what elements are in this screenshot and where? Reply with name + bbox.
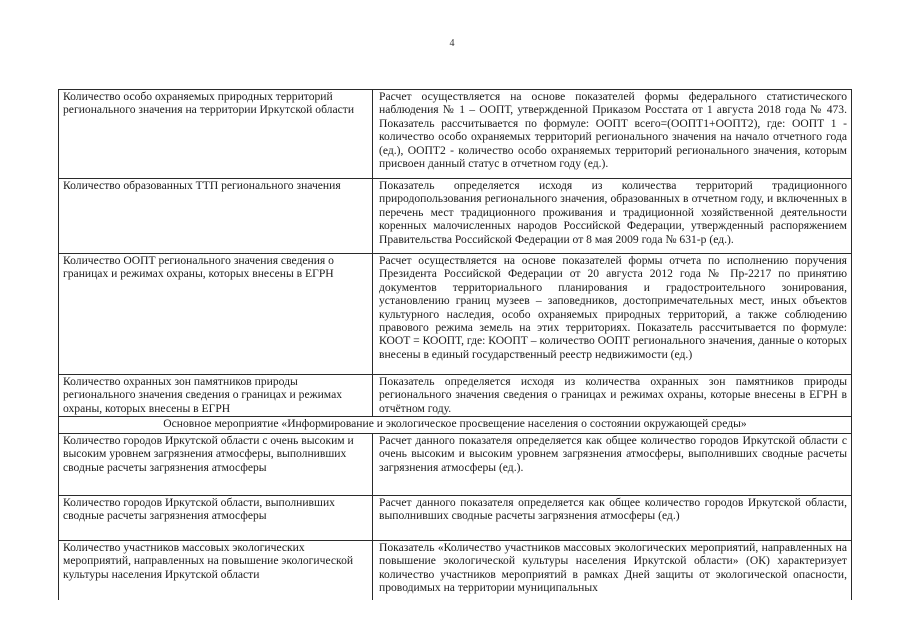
indicator-cell: Количество участников массовых экологических мероприятий, направленных на повышение экологической культуры населения Иркутской области [59,541,373,600]
table-row [59,375,852,417]
indicator-cell: Количество особо охраняемых природных территорий регионального значения на территории Иркутской области [59,90,373,179]
indicator-cell: Количество ООПТ регионального значения сведения о границах и режимах охраны, которых внесены в ЕГРН [59,254,373,375]
table-row [59,90,852,179]
method-cell: Расчет осуществляется на основе показателей формы отчета по исполнению поручения Президента Российской Федерации от 20 августа 2012 года № Пр-2217 по принятию документов территориального планирования и градостроительного зонирования, установлению границ музеев – заповедников, достопримечательных мест, иных объектов культурного наследия, особо охраняемых природных территорий, а также соблюдению правового режима земель на этих территориях. Показатель рассчитывается по формуле: КООТ = КООПТ, где: КООПТ – количество ООПТ регионального значения, данные о которых внесены в единый государственный реестр недвижимости (ед.) [373,254,852,375]
table-row [59,254,852,375]
method-cell: Расчет данного показателя определяется как общее количество городов Иркутской области, выполнивших сводные расчеты загрязнения атмосферы (ед.) [373,496,852,541]
indicators-table [58,89,852,600]
section-title: Основное мероприятие «Информирование и экологическое просвещение населения о состоянии окружающей среды» [59,417,852,434]
indicator-cell: Количество охранных зон памятников природы регионального значения сведения о границах и режимах охраны, которых внесены в ЕГРН [59,375,373,417]
method-cell: Показатель определяется исходя из количества территорий традиционного природопользования регионального значения, образованных в отчетном году, и включенных в перечень мест традиционного проживания и традиционной хозяйственной деятельности коренных малочисленных народов Российской Федерации, утвержденный распоряжением Правительства Российской Федерации от 8 мая 2009 года № 631-р (ед.). [373,179,852,254]
method-cell: Показатель «Количество участников массовых экологических мероприятий, направленных на повышение экологической культуры населения Иркутской области» (ОК) характеризует количество участников мероприятий в рамках Дней защиты от экологической опасности, проводимых на территории муниципальных [373,541,852,600]
indicator-cell: Количество городов Иркутской области, выполнивших сводные расчеты загрязнения атмосферы [59,496,373,541]
table-row [59,541,852,600]
method-cell: Расчет данного показателя определяется как общее количество городов Иркутской области с очень высоким и высоким уровнем загрязнения атмосферы, выполнивших сводные расчеты загрязнения атмосферы (ед.). [373,434,852,496]
page-number: 4 [449,38,455,49]
method-cell: Расчет осуществляется на основе показателей формы федерального статистического наблюдения № 1 – ООПТ, утвержденной Приказом Росстата от 1 августа 2018 года № 473. Показатель рассчитывается по формуле: ООПТ всего=(ООПТ1+ООПТ2), где: ООПТ 1 - количество особо охраняемых территорий регионального значения на начало отчетного года (ед.), ООПТ2 - количество особо охраняемых территорий регионального значения, которым присвоен данный статус в отчетном году (ед.). [373,90,852,179]
indicator-cell: Количество образованных ТТП регионального значения [59,179,373,254]
section-row [59,417,852,434]
method-cell: Показатель определяется исходя из количества охранных зон памятников природы регионального значения сведения о границах и режимах охраны, которые внесены в ЕГРН в отчётном году. [373,375,852,417]
table-row [59,434,852,496]
table-row [59,496,852,541]
table-row [59,179,852,254]
indicator-cell: Количество городов Иркутской области с очень высоким и высоким уровнем загрязнения атмосферы, выполнивших сводные расчеты загрязнения атмосферы [59,434,373,496]
